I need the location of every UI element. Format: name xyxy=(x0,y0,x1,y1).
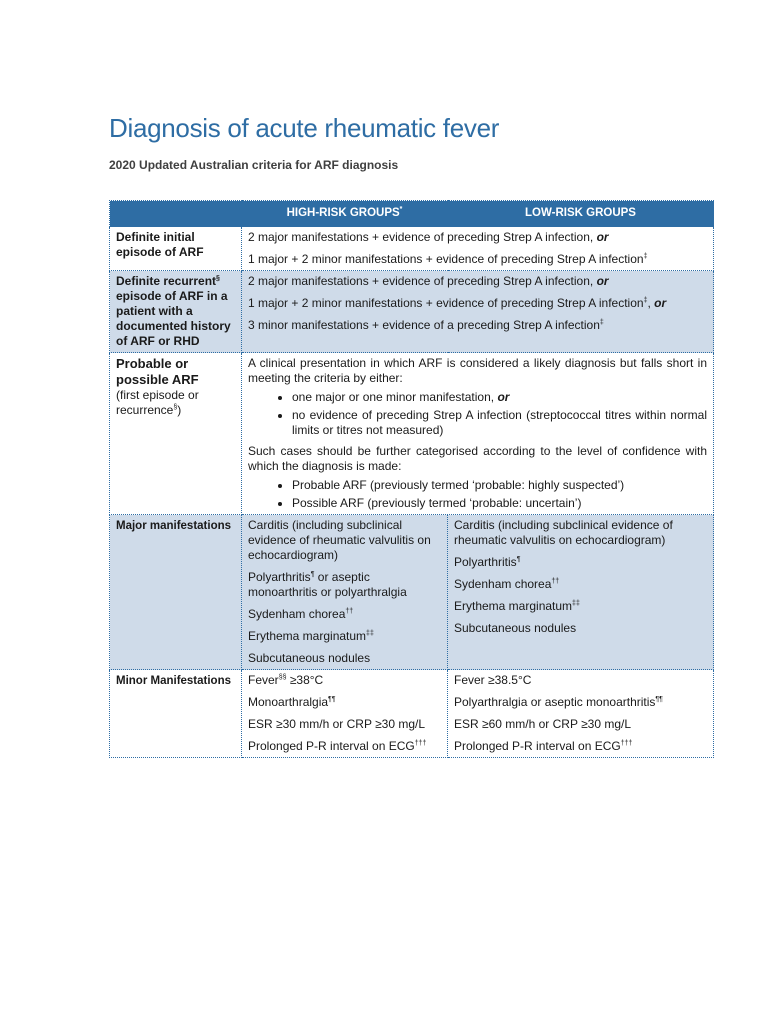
row-major-manifestations xyxy=(110,515,714,670)
manifestation-item: Sydenham chorea†† xyxy=(454,577,560,591)
criteria-line: 1 major + 2 minor manifestations + evidence of preceding Strep A infection‡, or xyxy=(248,296,667,310)
row-definite-initial xyxy=(110,227,714,271)
manifestation-item: Polyarthritis¶ xyxy=(454,555,521,569)
definite-initial-criteria xyxy=(242,227,714,271)
definite-recurrent-criteria xyxy=(242,271,714,353)
manifestation-item: Polyarthritis¶ or aseptic monoarthritis or polyarthralgia xyxy=(248,570,407,599)
manifestation-item: Sydenham chorea†† xyxy=(248,607,354,621)
list-item: • no evidence of preceding Strep A infection (streptococcal titres within normal limits or titres not measured) xyxy=(292,408,707,438)
manifestation-item: Monoarthralgia¶¶ xyxy=(248,695,336,709)
header-blank-cell xyxy=(110,201,242,227)
probable-criteria-list xyxy=(248,390,707,438)
row-label-major: Major manifestations xyxy=(110,515,242,670)
criteria-line: 2 major manifestations + evidence of preceding Strep A infection, or xyxy=(248,274,609,288)
row-minor-manifestations xyxy=(110,670,714,758)
manifestation-item: Polyarthralgia or aseptic monoarthritis¶¶ xyxy=(454,695,663,709)
minor-low-risk xyxy=(448,670,714,758)
table-header-row xyxy=(110,201,714,227)
page-subtitle: 2020 Updated Australian criteria for ARF diagnosis xyxy=(109,158,399,172)
row-label-definite-recurrent: Definite recurrent§ episode of ARF in a patient with a documented history of ARF or RHD xyxy=(110,271,242,353)
manifestation-item: Prolonged P-R interval on ECG††† xyxy=(248,739,427,753)
probable-sublabel: (first episode or recurrence§) xyxy=(116,388,199,417)
probable-intro: A clinical presentation in which ARF is considered a likely diagnosis but falls short in meeting the criteria by either: xyxy=(248,356,707,385)
manifestation-item: Subcutaneous nodules xyxy=(248,651,371,665)
row-label-definite-initial: Definite initial episode of ARF xyxy=(110,227,242,271)
manifestation-item: Erythema marginatum‡‡ xyxy=(248,629,374,643)
row-label-minor: Minor Manifestations xyxy=(110,670,242,758)
header-high-risk: HIGH-RISK GROUPS* xyxy=(242,201,448,227)
list-item: • Probable ARF (previously termed ‘probable: highly suspected’) xyxy=(292,478,707,493)
arf-criteria-table xyxy=(109,200,714,758)
manifestation-item: ESR ≥30 mm/h or CRP ≥30 mg/L xyxy=(248,717,426,731)
manifestation-item: Carditis (including subclinical evidence of rheumatic valvulitis on echocardiogram) xyxy=(248,518,431,562)
criteria-line: 1 major + 2 minor manifestations + evidence of preceding Strep A infection‡ xyxy=(248,252,648,266)
row-definite-recurrent xyxy=(110,271,714,353)
manifestation-item: ESR ≥60 mm/h or CRP ≥30 mg/L xyxy=(454,717,632,731)
list-item: • Possible ARF (previously termed ‘probable: uncertain’) xyxy=(292,496,707,511)
list-item: • one major or one minor manifestation, or xyxy=(292,390,707,405)
row-probable-possible xyxy=(110,353,714,515)
major-low-risk xyxy=(448,515,714,670)
criteria-line: 2 major manifestations + evidence of preceding Strep A infection, or xyxy=(248,230,609,244)
manifestation-item: Carditis (including subclinical evidence of rheumatic valvulitis on echocardiogram) xyxy=(454,518,673,547)
manifestation-item: Fever§§ ≥38°C xyxy=(248,673,324,687)
header-low-risk: LOW-RISK GROUPS xyxy=(448,201,714,227)
probable-category-list xyxy=(248,478,707,511)
manifestation-item: Prolonged P-R interval on ECG††† xyxy=(454,739,633,753)
manifestation-item: Erythema marginatum‡‡ xyxy=(454,599,580,613)
manifestation-item: Fever ≥38.5°C xyxy=(454,673,532,687)
page-title: Diagnosis of acute rheumatic fever xyxy=(109,113,500,143)
minor-high-risk xyxy=(242,670,448,758)
major-high-risk xyxy=(242,515,448,670)
manifestation-item: Subcutaneous nodules xyxy=(454,621,577,635)
row-label-probable: Probable or possible ARF (first episode or recurrence§) xyxy=(110,353,242,515)
probable-criteria xyxy=(242,353,714,515)
probable-categorise-note: Such cases should be further categorised according to the level of confidence with which the diagnosis is made: xyxy=(248,444,707,473)
criteria-line: 3 minor manifestations + evidence of a preceding Strep A infection‡ xyxy=(248,318,604,332)
